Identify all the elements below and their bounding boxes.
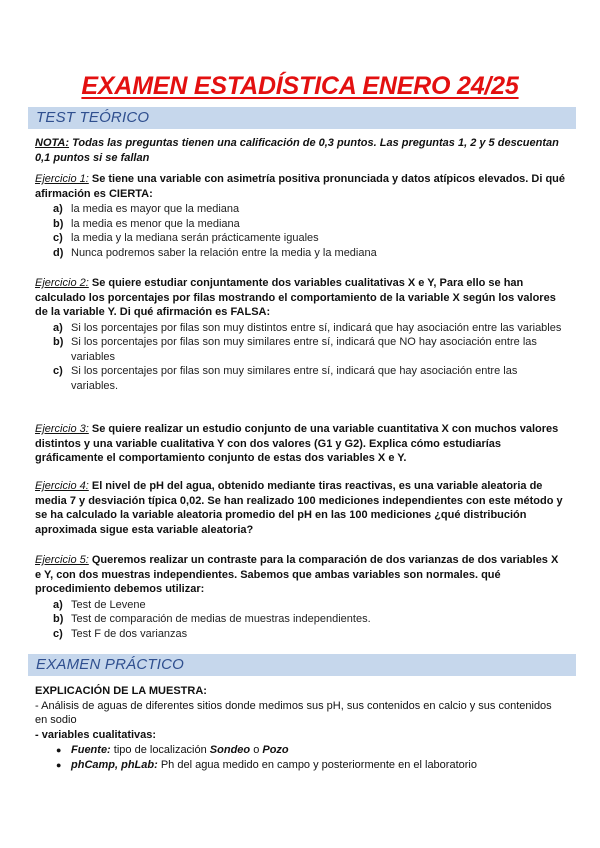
option-letter: d)	[53, 246, 64, 259]
option-text: Test F de dos varianzas	[71, 627, 188, 640]
ejercicio-1-text: Se tiene una variable con asimetría positiva pronunciada y datos atípicos elevados. Di qué afirmación es CIERTA:	[35, 173, 566, 200]
option-letter: b)	[53, 613, 64, 625]
explicacion-title: EXPLICACIÓN DE LA MUESTRA:	[35, 685, 207, 697]
option-letter: c)	[53, 627, 63, 640]
variable-value: Sondeo	[209, 744, 251, 756]
nota-text: Todas las preguntas tienen una calificación de 0,3 puntos. Las preguntas 1, 2 y 5 descuentan 0,1 puntos si se fallan	[35, 137, 559, 164]
option-item	[35, 202, 565, 217]
ejercicio-5-options	[35, 598, 565, 642]
variable-term: phCamp, phLab:	[71, 758, 158, 771]
list-item	[35, 743, 565, 758]
option-item	[35, 335, 565, 364]
ejercicio-1-question	[35, 172, 565, 201]
muestra-description: - Análisis de aguas de diferentes sitios donde medimos sus pH, sus contenidos en calcio y sus contenidos en sodio	[35, 699, 552, 726]
option-text: Si los porcentajes por filas son muy distintos entre sí, indicará que hay asociación entre las variables	[71, 321, 562, 334]
option-text: Si los porcentajes por filas son muy similares entre sí, indicará que hay asociación entre las variables.	[71, 365, 518, 392]
option-text: Test de comparación de medias de muestras independientes.	[71, 613, 371, 625]
variable-value: Pozo	[262, 744, 289, 756]
section-header-practico-label: EXAMEN PRÁCTICO	[36, 656, 185, 673]
nota-label: NOTA:	[35, 137, 70, 149]
option-item	[35, 246, 565, 261]
option-item	[35, 612, 565, 627]
ejercicio-4-label: Ejercicio 4:	[35, 480, 89, 492]
section-header-teorico	[28, 107, 576, 129]
option-text: la media y la mediana serán prácticamente iguales	[71, 232, 319, 244]
nota-paragraph	[35, 136, 565, 165]
option-letter: c)	[53, 365, 63, 377]
variable-term: Fuente:	[71, 744, 111, 756]
list-item	[35, 758, 565, 773]
variable-desc: Ph del agua medido en campo y posteriormente en el laboratorio	[157, 758, 477, 771]
practico-content	[35, 684, 565, 772]
option-letter: a)	[53, 203, 63, 215]
variables-prefix: -	[35, 728, 42, 741]
ejercicio-5-text: Queremos realizar un contraste para la comparación de dos varianzas de dos variables X e Y, con dos muestras independientes. Sabemos que ambas variables son normales. qué procedimiento debemos utilizar:	[35, 554, 559, 595]
option-item	[35, 627, 565, 642]
ejercicio-4-text: El nivel de pH del agua, obtenido mediante tiras reactivas, es una variable aleatoria de media 7 y desviación típica 0,02. Se han realizado 100 mediciones independientes con este método y se ha calculado la variable aleatoria promedio del pH en las 100 mediciones ¿qué distribución aproximada sigue esta variable aleatoria?	[35, 480, 563, 536]
ejercicio-2-label: Ejercicio 2:	[35, 277, 89, 289]
option-item	[35, 217, 565, 232]
exam-title: EXAMEN ESTADÍSTICA ENERO 24/25	[81, 72, 519, 100]
option-text: Si los porcentajes por filas son muy similares entre sí, indicará que NO hay asociación entre las variables	[71, 336, 537, 363]
ejercicio-2-options	[35, 321, 565, 394]
option-text: Test de Levene	[71, 598, 146, 611]
option-item	[35, 598, 565, 613]
ejercicio-2-question	[35, 276, 565, 320]
option-text: la media es mayor que la mediana	[71, 203, 240, 215]
variables-heading	[35, 728, 565, 743]
ejercicio-3	[35, 422, 565, 466]
variable-desc: o	[250, 744, 263, 756]
option-text: la media es menor que la mediana	[71, 217, 240, 230]
option-text: Nunca podremos saber la relación entre la media y la mediana	[71, 246, 377, 259]
option-item	[35, 364, 565, 393]
ejercicio-3-label: Ejercicio 3:	[35, 423, 89, 435]
option-letter: b)	[53, 336, 64, 348]
option-letter: a)	[53, 321, 63, 334]
section-header-teorico-label: TEST TEÓRICO	[36, 109, 150, 126]
ejercicio-3-text: Se quiere realizar un estudio conjunto de una variable cuantitativa X con muchos valores distintos y una variable cualitativa Y con dos valores (G1 y G2). Explica cómo estudiarías gráficamente el comportamiento conjunto de estas dos variables X e Y.	[35, 423, 559, 464]
option-letter: c)	[53, 232, 63, 244]
variables-list	[35, 743, 565, 772]
ejercicio-4	[35, 479, 565, 537]
ejercicio-5-label: Ejercicio 5:	[35, 554, 89, 566]
ejercicio-5-question	[35, 553, 565, 597]
ejercicio-1	[35, 172, 565, 260]
option-letter: b)	[53, 217, 64, 230]
ejercicio-2-text: Se quiere estudiar conjuntamente dos variables cualitativas X e Y, Para ello se han calculado los porcentajes por filas mostrando el comportamiento de la variable X según los valores de la variable Y. Di qué afirmación es FALSA:	[35, 277, 556, 318]
section-header-practico	[28, 654, 576, 676]
ejercicio-1-options	[35, 202, 565, 260]
option-item	[35, 321, 565, 336]
option-item	[35, 231, 565, 246]
option-letter: a)	[53, 598, 63, 611]
variable-desc: tipo de localización	[110, 744, 210, 756]
ejercicio-5	[35, 553, 565, 641]
variables-label: variables cualitativas:	[41, 728, 157, 741]
ejercicio-1-label: Ejercicio 1:	[35, 173, 89, 185]
ejercicio-2	[35, 276, 565, 393]
